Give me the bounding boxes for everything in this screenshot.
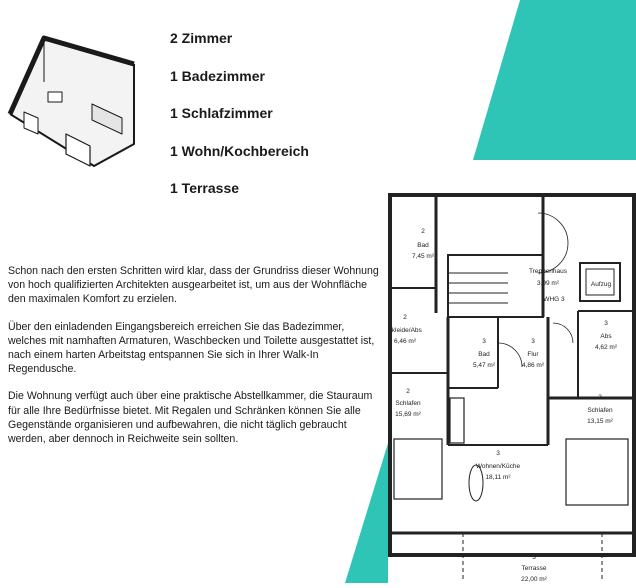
room-area: 6,46 m² (393, 338, 417, 345)
room-area: 4,86 m² (521, 362, 545, 369)
room-number: 3 (604, 320, 608, 327)
room-number: 2 (421, 228, 425, 235)
room-name: Terrasse (521, 565, 547, 572)
room-name: nkleide/Abs (388, 327, 422, 334)
room-number: 3 (532, 554, 536, 561)
room-number: 3 (531, 338, 535, 345)
room-name: Schlafen (587, 407, 613, 414)
room-name: Bad (417, 242, 429, 249)
room-area: 13,15 m² (587, 418, 613, 425)
room-area: 5,47 m² (472, 362, 496, 369)
teal-shape-top (473, 0, 636, 160)
room-name: WHG 3 (543, 296, 565, 303)
floor-plan-drawing (388, 193, 636, 583)
feature-terrace: 1 Terrasse (170, 180, 240, 196)
room-name: Aufzug (590, 281, 612, 288)
room-number: 3 (496, 450, 500, 457)
description-paragraph-2: Über den einladenden Eingangsbereich erreichen Sie das Badezimmer, welches mit namhaften Armaturen, Waschbecken und Toilette ausgestattet ist, nach einem harten Arbeitstag entspannen Sie sich in Ihrer Walk-In Regendusche. (8, 320, 375, 376)
feature-living-kitchen: 1 Wohn/Kochbereich (170, 142, 309, 159)
room-area: 7,45 m² (411, 253, 435, 260)
room-name: Treppenhaus (528, 268, 568, 275)
feature-bathrooms: 1 Badezimmer (170, 67, 265, 84)
floor-plan (388, 193, 636, 583)
room-name: Abs (600, 333, 612, 340)
room-area: 3,99 m² (536, 280, 560, 287)
room-number: 2 (403, 314, 407, 321)
room-area: 4,62 m² (594, 344, 618, 351)
feature-list (170, 28, 309, 216)
feature-rooms: 2 Zimmer (170, 30, 233, 46)
room-number: 3 (598, 394, 602, 401)
room-number: 2 (406, 388, 410, 395)
room-name: Bad (478, 351, 490, 358)
room-area: 18,11 m² (485, 474, 511, 481)
room-area: 22,00 m² (521, 576, 547, 583)
description (8, 264, 384, 459)
room-name: Schlafen (395, 400, 421, 407)
description-paragraph-1: Schon nach den ersten Schritten wird klar, dass der Grundriss dieser Wohnung von hoch qualifizierten Architekten ausgearbeitet ist, um aus der Wohnfläche den maximalen Komfort zu erzielen. (8, 265, 379, 306)
room-area: 15,69 m² (395, 411, 421, 418)
room-name: Wohnen/Küche (475, 463, 521, 470)
room-3d-icon (4, 34, 144, 168)
room-number: 3 (482, 338, 486, 345)
teal-shape-bottom (345, 440, 389, 583)
room-name: Flur (527, 351, 539, 358)
description-paragraph-3: Die Wohnung verfügt auch über eine praktische Abstellkammer, die Stauraum für alle Ihre Bedürfnisse bietet. Mit Regalen und Schränken können Sie alle Gegenstände organisieren und aufbewahren, die nicht täglich gebraucht werden, aber dennoch in Reichweite sein sollten. (8, 390, 373, 446)
feature-bedrooms: 1 Schlafzimmer (170, 105, 273, 121)
